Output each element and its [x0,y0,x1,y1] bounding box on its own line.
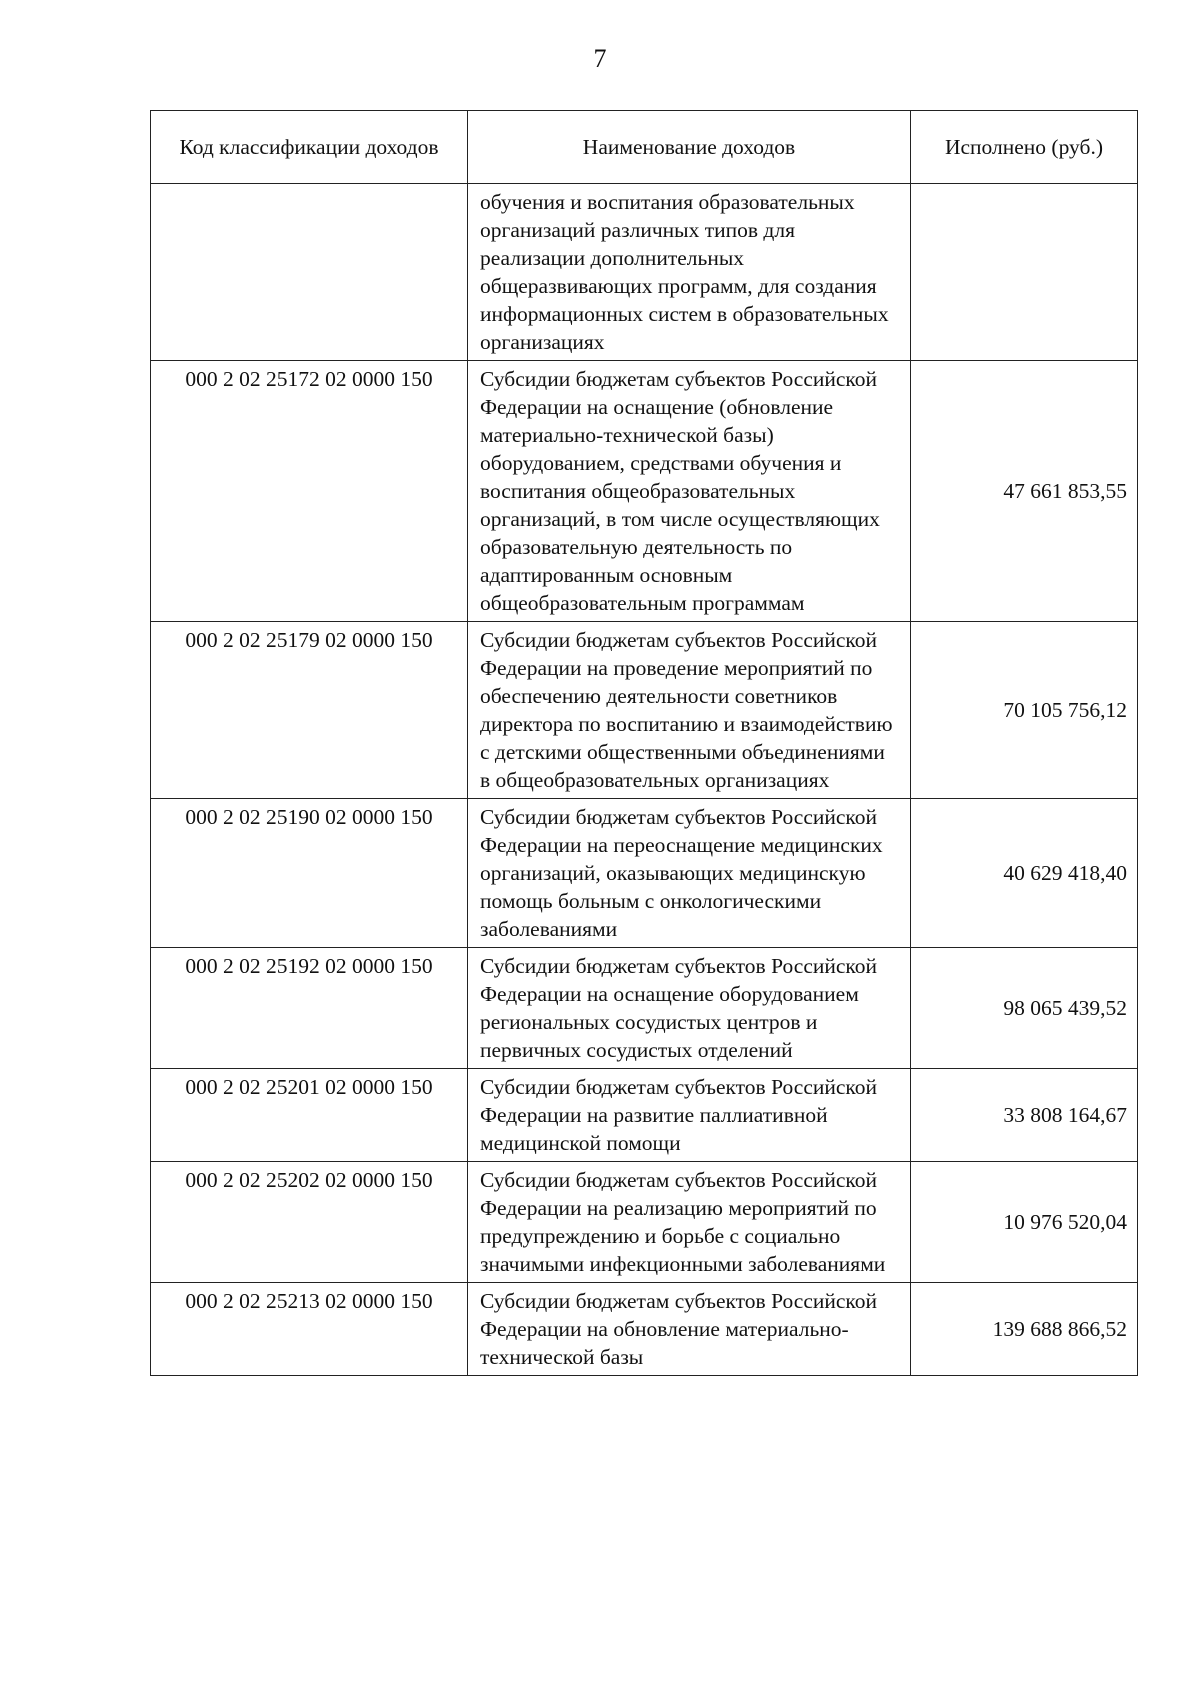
row-name: Субсидии бюджетам субъектов Российской Федерации на оснащение оборудованием региональных сосудистых центров и первичных сосудистых отделений [468,948,911,1069]
table-row [151,1162,1138,1283]
row-name: обучения и воспитания образовательных организаций различных типов для реализации дополнительных общеразвивающих программ, для создания информационных систем в образовательных организациях [468,184,911,361]
row-amount: 47 661 853,55 [911,361,1138,622]
row-code [151,184,468,361]
table-row [151,948,1138,1069]
row-name: Субсидии бюджетам субъектов Российской Федерации на обновление материально-технической базы [468,1283,911,1376]
table-row [151,184,1138,361]
row-name: Субсидии бюджетам субъектов Российской Федерации на развитие паллиативной медицинской помощи [468,1069,911,1162]
row-amount: 98 065 439,52 [911,948,1138,1069]
table-header-row [151,111,1138,184]
row-amount: 10 976 520,04 [911,1162,1138,1283]
row-code: 000 2 02 25192 02 0000 150 [151,948,468,1069]
table-row [151,361,1138,622]
row-name: Субсидии бюджетам субъектов Российской Федерации на оснащение (обновление материально-технической базы) оборудованием, средствами обучения и воспитания общеобразовательных организаций, в том числе осуществляющих образовательную деятельность по адаптированным основным общеобразовательным программам [468,361,911,622]
header-code: Код классификации доходов [151,111,468,184]
page-number: 7 [593,44,607,73]
table-row [151,1283,1138,1376]
table-row [151,622,1138,799]
row-amount: 33 808 164,67 [911,1069,1138,1162]
row-amount [911,184,1138,361]
row-code: 000 2 02 25172 02 0000 150 [151,361,468,622]
row-code: 000 2 02 25179 02 0000 150 [151,622,468,799]
row-code: 000 2 02 25190 02 0000 150 [151,799,468,948]
row-code: 000 2 02 25202 02 0000 150 [151,1162,468,1283]
row-code: 000 2 02 25201 02 0000 150 [151,1069,468,1162]
header-amount: Исполнено (руб.) [911,111,1138,184]
row-name: Субсидии бюджетам субъектов Российской Федерации на проведение мероприятий по обеспечению деятельности советников директора по воспитанию и взаимодействию с детскими общественными объединениями в общеобразовательных организациях [468,622,911,799]
header-name: Наименование доходов [468,111,911,184]
row-amount: 139 688 866,52 [911,1283,1138,1376]
row-name: Субсидии бюджетам субъектов Российской Федерации на переоснащение медицинских организаций, оказывающих медицинскую помощь больным с онкологическими заболеваниями [468,799,911,948]
table-row [151,1069,1138,1162]
row-code: 000 2 02 25213 02 0000 150 [151,1283,468,1376]
income-table [150,110,1138,1376]
row-name: Субсидии бюджетам субъектов Российской Федерации на реализацию мероприятий по предупреждению и борьбе с социально значимыми инфекционными заболеваниями [468,1162,911,1283]
row-amount: 70 105 756,12 [911,622,1138,799]
table-row [151,799,1138,948]
row-amount: 40 629 418,40 [911,799,1138,948]
